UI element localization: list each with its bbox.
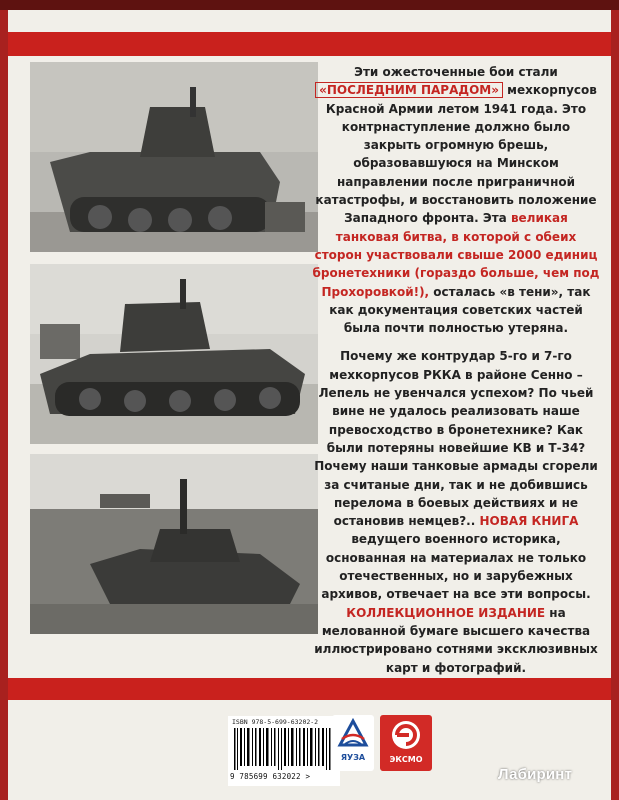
- tank-photo-1: [30, 62, 318, 252]
- tank-photo-2: [30, 264, 318, 444]
- tank-photo-3: [30, 454, 318, 634]
- blurb-end-2: на мелованной бумаге высшего качества иллюстрировано сотнями эксклюзивных карт и фотографий.: [314, 605, 598, 675]
- blurb-paragraph-1: [312, 63, 600, 337]
- labirint-watermark: Лабиринт: [498, 766, 573, 783]
- blurb-paragraph-2: [312, 347, 600, 676]
- eksmo-label: ЭКСМО: [389, 755, 423, 764]
- blurb-mid-2: ведущего военного историка, основанная на материалах не только отечественных, но и зарубежных архивов, отвечает на все эти вопросы.: [321, 532, 591, 602]
- blurb-text-2: Почему же контрудар 5-го и 7-го мехкорпусов РККА в районе Сенно – Лепель не увенчался успехом? По чьей вине не удалось реализовать наше превосходство в бронетехнике? Как были потеряны новейшие КВ и Т-34? Почему наши танковые армады сгорели за считаные дни, так и не добившись перелома в боевых действиях и не остановив немцев?..: [314, 349, 598, 529]
- barcode-block: [228, 716, 340, 786]
- barcode-digits: 9 785699 632022 >: [230, 772, 311, 781]
- red-stripe-top: [8, 32, 611, 56]
- blurb-end-1: осталась «в тени», так как документация советских частей была почти полностью утеряна.: [329, 284, 591, 336]
- red-stripe-bottom: [8, 678, 611, 700]
- yauza-logo: [332, 715, 374, 771]
- new-book-highlight: НОВАЯ КНИГА: [479, 514, 579, 529]
- blurb-red-1: великая танковая битва, в которой с обеих сторон участвовали свыше 2000 единиц бронетехники (гораздо больше, чем под Прохоровкой!),: [312, 211, 600, 299]
- collector-edition-highlight: КОЛЛЕКЦИОННОЕ ИЗДАНИЕ: [346, 605, 546, 620]
- cover-top-edge: [0, 0, 619, 10]
- blurb-text-1: мехкорпусов Красной Армии летом 1941 года. Это контрнаступление должно было закрыть огромную брешь, образовавшуюся на Минском направлении после приграничной катастрофы, и восстановить положение Западного фронта. Эта: [315, 83, 597, 226]
- last-parade-highlight: «ПОСЛЕДНИМ ПАРАДОМ»: [315, 82, 503, 98]
- eksmo-icon: [380, 715, 432, 755]
- blurb: [312, 63, 600, 677]
- isbn-label: ISBN 978-5-699-63202-2: [232, 718, 319, 726]
- yauza-icon: [332, 715, 374, 753]
- eksmo-logo: [380, 715, 432, 771]
- yauza-label: ЯУЗА: [340, 753, 366, 762]
- blurb-lead: Эти ожесточенные бои стали: [354, 65, 558, 79]
- barcode-icon: [232, 728, 336, 770]
